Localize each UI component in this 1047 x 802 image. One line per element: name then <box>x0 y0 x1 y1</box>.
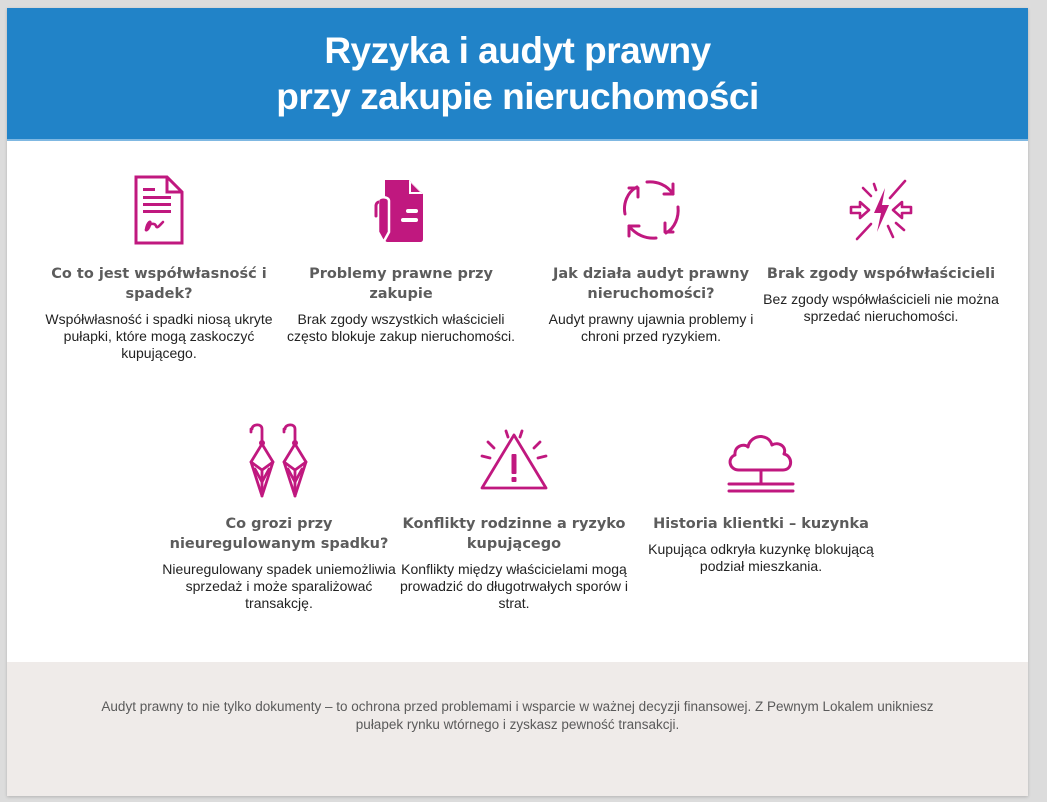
item-title: Historia klientki – kuzynka <box>653 516 869 532</box>
header-banner <box>7 8 1028 141</box>
document-pen-icon <box>361 170 441 250</box>
earrings-icon <box>239 420 319 500</box>
item-title: Konflikty rodzinne a ryzyko kupującego <box>402 516 626 552</box>
info-item-unregulated-inheritance <box>159 420 399 612</box>
item-title: Brak zgody współwłaścicieli <box>766 266 996 282</box>
info-item-legal-audit <box>531 170 771 345</box>
item-text: Konflikty między właścicielami mogą prowadzić do długotrwałych sporów i strat. <box>400 561 628 611</box>
info-item-family-conflicts <box>394 420 634 612</box>
info-item-legal-problems <box>281 170 521 345</box>
info-item-coownership <box>39 170 279 362</box>
cycle-arrows-icon <box>611 170 691 250</box>
item-text: Nieuregulowany spadek uniemożliwia sprzedaż i może sparaliżować transakcję. <box>162 561 396 611</box>
signed-document-icon <box>119 170 199 250</box>
footer-summary <box>7 662 1028 796</box>
item-text: Bez zgody współwłaścicieli nie można sprzedać nieruchomości. <box>763 291 999 324</box>
item-title: Problemy prawne przy zakupie <box>309 266 493 302</box>
item-text: Współwłasność i spadki niosą ukryte pułapki, które mogą zaskoczyć kupującego. <box>45 311 273 361</box>
info-item-no-consent <box>761 170 1001 325</box>
title-line-2: przy zakupie nieruchomości <box>276 75 759 117</box>
conflict-lightning-icon <box>841 170 921 250</box>
footer-text: Audyt prawny to nie tylko dokumenty – to ochrona przed problemami i wsparcie w ważnej decyzji finansowej. Z Pewnym Lokalem unikniesz pułapek rynku wtórnego i zyskasz pewność transakcji. <box>101 699 934 732</box>
item-title: Co grozi przy nieuregulowanym spadku? <box>169 516 389 552</box>
item-text: Brak zgody wszystkich właścicieli często blokuje zakup nieruchomości. <box>286 311 515 344</box>
title-line-1: Ryzyka i audyt prawny <box>324 29 711 71</box>
page-title <box>276 28 759 120</box>
item-text: Audyt prawny ujawnia problemy i chroni przed ryzykiem. <box>548 311 754 344</box>
item-text: Kupująca odkryła kuzynkę blokującą podział mieszkania. <box>648 541 874 574</box>
item-title: Jak działa audyt prawny nieruchomości? <box>552 266 750 302</box>
info-item-client-story <box>641 420 881 575</box>
item-title: Co to jest współwłasność i spadek? <box>51 266 267 302</box>
infographic-card <box>7 8 1028 796</box>
warning-triangle-icon <box>474 420 554 500</box>
cloud-network-icon <box>721 420 801 500</box>
